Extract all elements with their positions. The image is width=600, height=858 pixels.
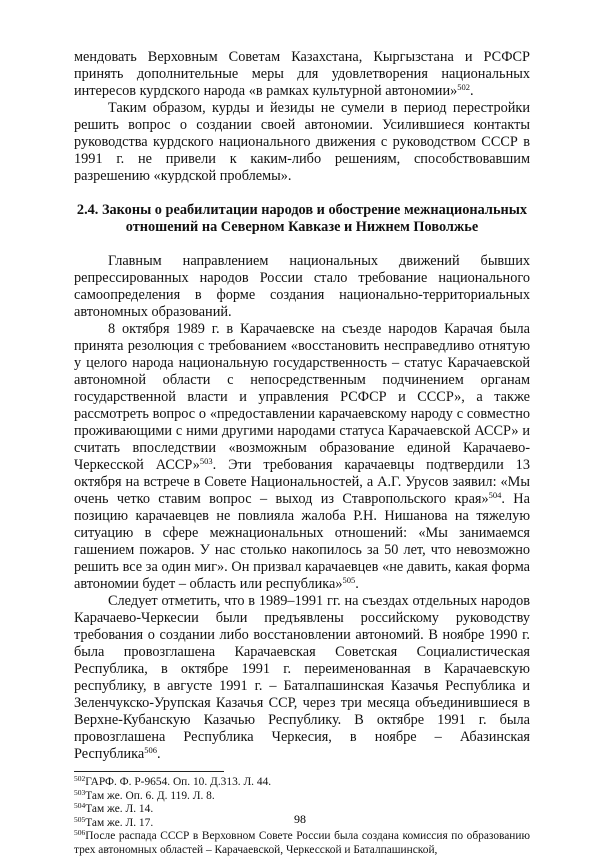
footnote-ref[interactable]: 506 bbox=[144, 745, 157, 755]
page-body bbox=[74, 49, 530, 858]
top-paragraphs bbox=[74, 49, 530, 185]
footnote bbox=[74, 787, 530, 804]
footnote-ref[interactable]: 505 bbox=[342, 575, 356, 585]
main-paragraphs bbox=[74, 253, 530, 763]
paragraph bbox=[74, 321, 530, 593]
paragraph-text: . bbox=[156, 746, 161, 762]
footnote-number: 503 bbox=[74, 787, 86, 797]
section-heading: 2.4. Законы о реабилитации народов и обострение межнациональных отношений на Северном Кавказе и Нижнем Поволжье bbox=[76, 202, 528, 235]
footnote-text: Там же. Оп. 6. Д. 119. Л. 8. bbox=[85, 789, 215, 802]
footnote-number: 505 bbox=[74, 814, 86, 824]
footnote-text: Там же. Л. 17. bbox=[85, 816, 154, 829]
footnote-ref[interactable]: 502 bbox=[457, 82, 471, 92]
page-number: 98 bbox=[294, 812, 306, 826]
paragraph-text: . bbox=[470, 83, 474, 99]
paragraph-text: Следует отметить, что в 1989–1991 гг. на съездах отдельных народов Карачаево-Черкесии были предъявлены российскому руководству требования о создании либо восстановлении автономий. В ноябре 1990 г. была провозглашена Карачаевская Советская Социалистическая Республика, в октябре 1991 г. переименованная в Карачаевскую республику, в августе 1991 г. – Баталпашинская Казачья Республика и Зеленчукско-Урупская Казачья ССР, через три месяца объединившиеся в Верхне-Кубанскую Казачью Республику. В октябре 1991 г. была провозглашена Республика Черкесия, в ноябре – Абазинская Республика bbox=[74, 593, 530, 762]
footnote-text: После распада СССР в Верховном Совете России была создана комиссия по образованию трех автономных областей – Карачаевской, Черкесской и Баталпашинской, bbox=[74, 830, 530, 856]
paragraph bbox=[74, 593, 530, 763]
footnote-ref[interactable]: 503 bbox=[199, 456, 213, 466]
paragraph bbox=[74, 100, 530, 185]
paragraph bbox=[74, 253, 530, 321]
footnote-ref[interactable]: 504 bbox=[488, 490, 502, 500]
footnote-number: 506 bbox=[74, 828, 86, 838]
footnote bbox=[74, 830, 530, 857]
paragraph-text: . На позицию карачаевцев не повлияла жалоба Р.Н. Нишанова на тяжелую ситуацию в сфере межнациональных отношений: «Мы занимаемся гашением пожаров. У нас столько накопилось за 50 лет, что невозможно решить все за один миг». Он призвал карачаевцев «не давить, какая форма автономии будет – область или республика» bbox=[74, 491, 530, 592]
footnote-text: ГАРФ. Ф. Р-9654. Оп. 10. Д.313. Л. 44. bbox=[85, 776, 272, 788]
paragraph-text: 8 октября 1989 г. в Карачаевске на съезде народов Карачая была принята резолюция с требованием «восстановить несправедливо отнятую у целого народа национальную государственность – статус Карачаевской автономной области с непосредственным подчинением органам государственной власти и управления РСФСР и СССР», а также рассмотреть вопрос о «предоставлении карачаевскому народу с совместно проживающими с ними другими народами статуса Карачаевской АССР» и считать впоследствии «возможным образование единой Карачаево-Черкесской АССР» bbox=[74, 321, 530, 473]
paragraph-text: Главным направлением национальных движений бывших репрессированных народов России стало требование национального самоопределения в форме создания национально-территориальных автономных образований. bbox=[74, 253, 530, 320]
paragraph-text: . Эти требования карачаевцы подтвердили 13 октября на встрече в Совете Национальностей, а А.Г. Урусов заявил: «Мы очень четко ставим вопрос – выход из Ставропольского края» bbox=[74, 457, 530, 507]
footnote-number: 502 bbox=[74, 774, 86, 783]
paragraph-text: Таким образом, курды и йезиды не сумели в период перестройки решить вопрос о создании своей автономии. Усилившиеся контакты руководства курдского национального движения с руководством СССР в 1991 г. не привели к каким-либо решениям, способствовавшим разрешению «курдской проблемы». bbox=[74, 100, 530, 184]
footnote-number: 504 bbox=[74, 801, 86, 811]
footnote-divider bbox=[74, 771, 224, 772]
footnote bbox=[74, 776, 530, 790]
paragraph-text: . bbox=[355, 576, 359, 592]
paragraph bbox=[74, 49, 530, 100]
paragraph-text: мендовать Верховным Советам Казахстана, Кыргызстана и РСФСР принять дополнительные меры для удовлетворения национальных интересов курдского народа «в рамках культурной автономии» bbox=[74, 49, 530, 99]
footnote-text: Там же. Л. 14. bbox=[85, 803, 154, 816]
